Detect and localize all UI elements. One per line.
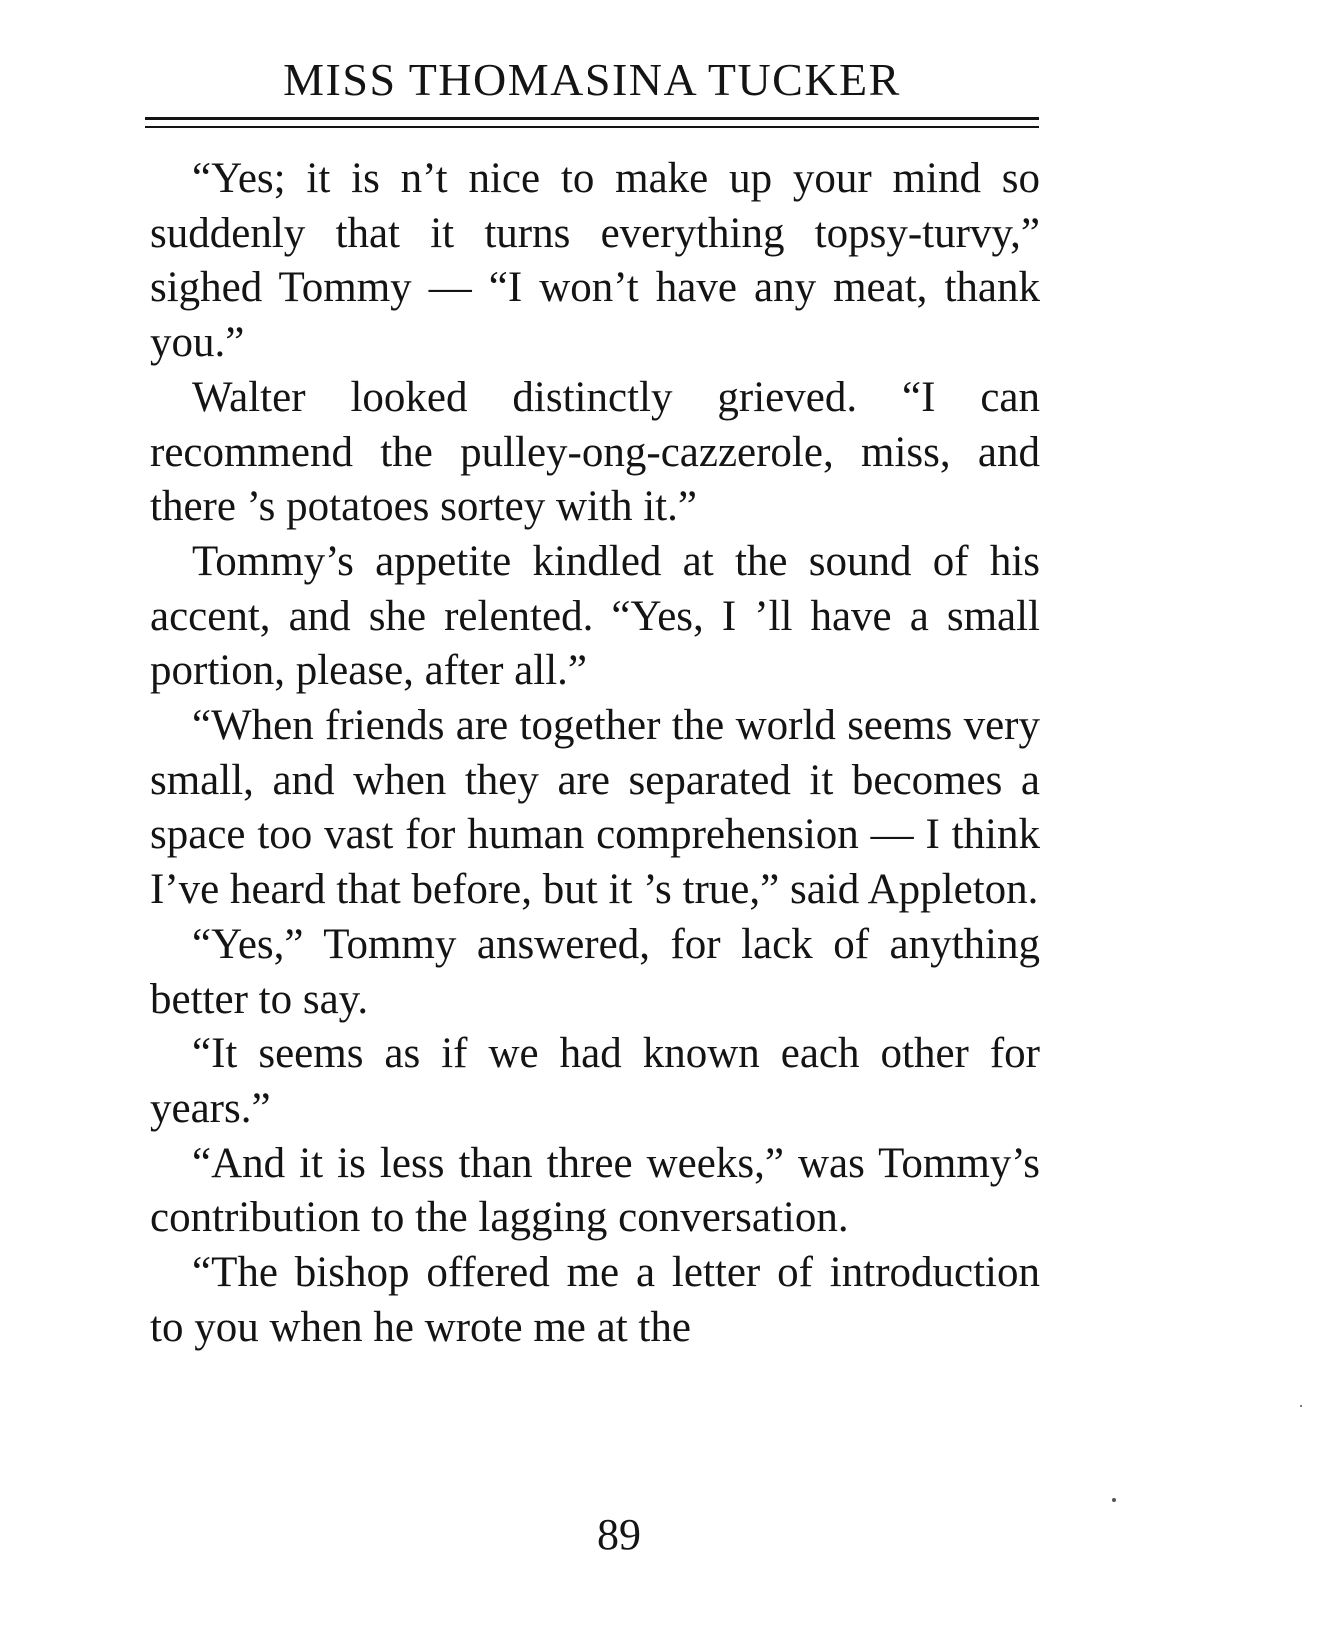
paragraph: “The bishop offered me a letter of introduction to you when he wrote me at the (150, 1249, 1040, 1351)
print-speck (1112, 1498, 1116, 1502)
print-speck (1300, 1405, 1302, 1407)
paragraph: “It seems as if we had known each other for years.” (150, 1030, 1040, 1132)
running-title: MISS THOMASINA TUCKER (283, 54, 901, 105)
paragraph: “When friends are together the world seems very small, and when they are separated it becomes a space too vast for human comprehension — I think I’ve heard that before, but it ’s true,” said Appleton. (150, 702, 1040, 914)
paragraph: Walter looked distinctly grieved. “I can recommend the pulley-ong-cazzerole, miss, and there ’s potatoes sortey with it.” (150, 373, 1040, 531)
paragraph: Tommy’s appetite kindled at the sound of his accent, and she relented. “Yes, I ’ll have a small portion, please, after all.” (150, 537, 1040, 695)
paragraph: “And it is less than three weeks,” was Tommy’s contribution to the lagging conversation. (150, 1139, 1040, 1242)
paragraph: “Yes; it is n’t nice to make up your mind so suddenly that it turns everything topsy-turvy,” sighed Tommy — “I won’t have any meat, thank you.” (150, 155, 1040, 367)
header-rule-lower (145, 126, 1039, 128)
body-text (150, 152, 1040, 1355)
header-rule-upper (145, 117, 1039, 120)
paragraph: “Yes,” Tommy answered, for lack of anything better to say. (150, 920, 1040, 1023)
page-number: 89 (597, 1510, 641, 1559)
